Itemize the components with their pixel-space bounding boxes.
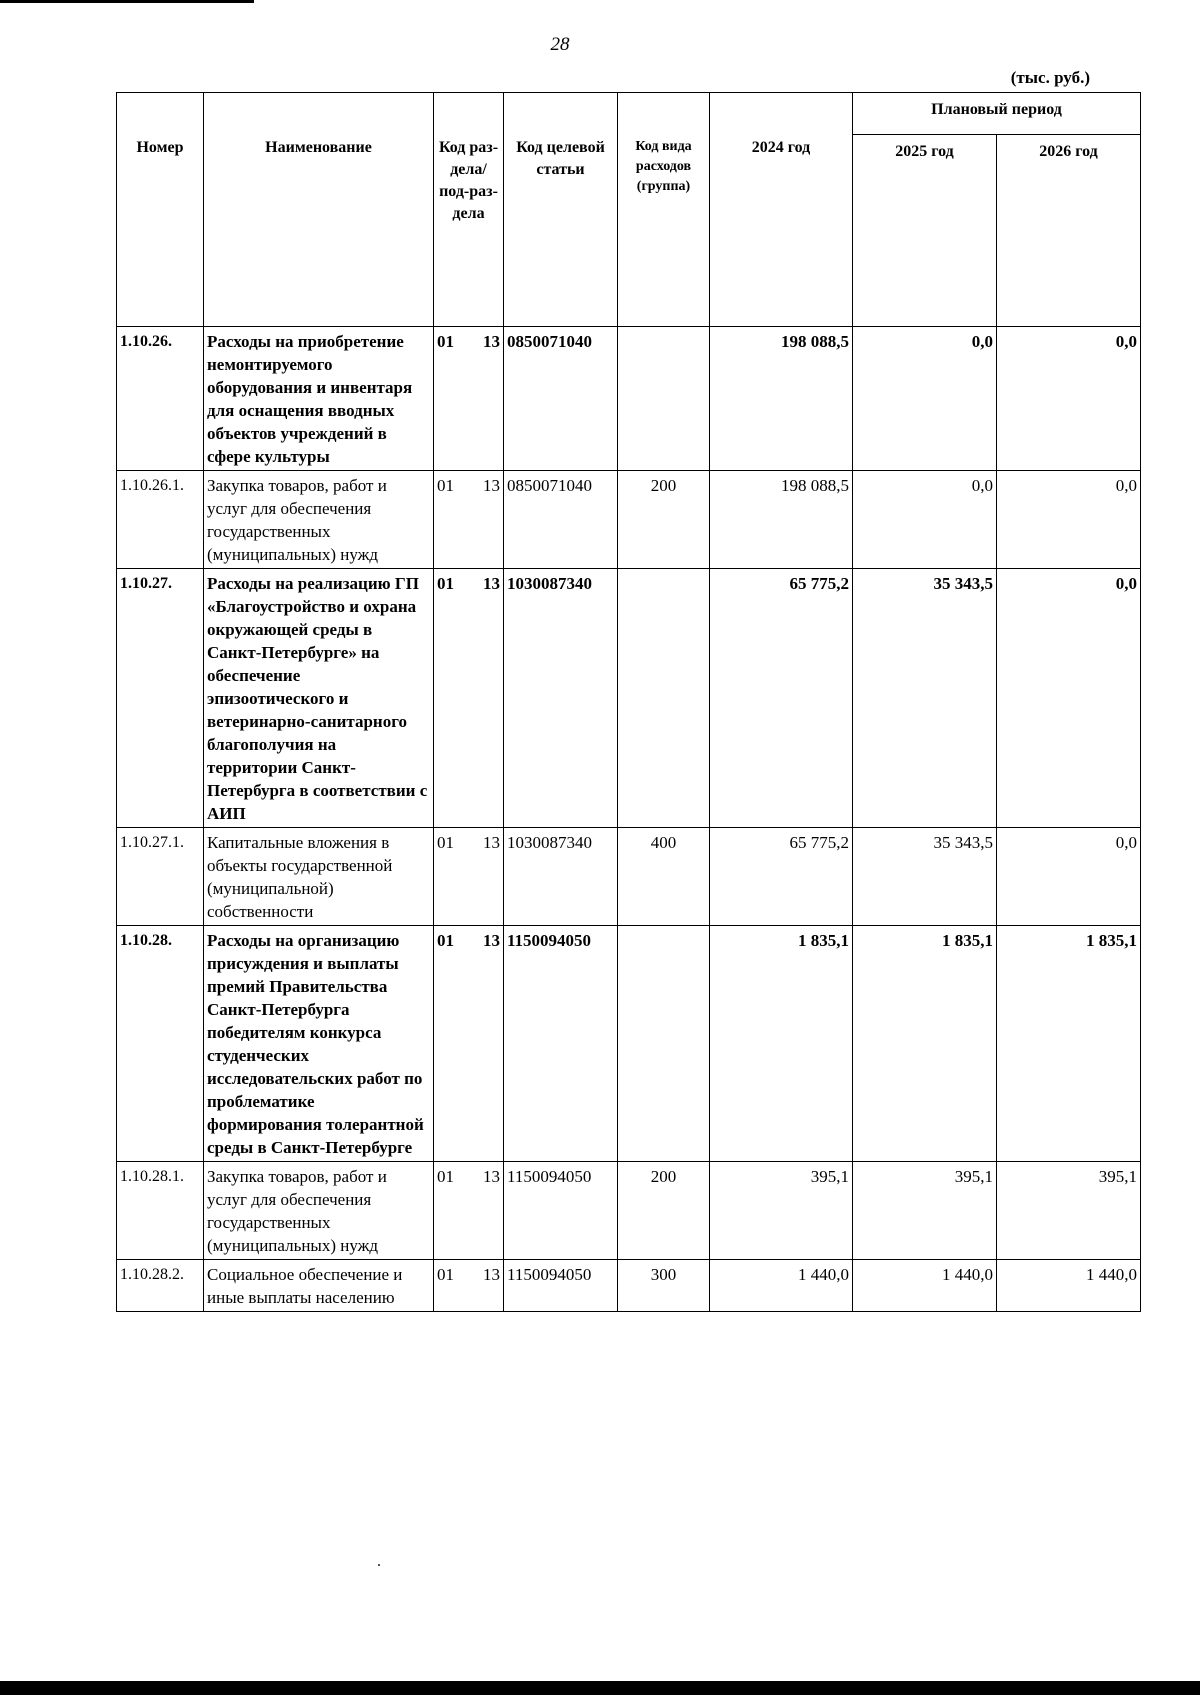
row-amount-2024: 198 088,5 (710, 471, 853, 569)
row-amount-2026: 0,0 (997, 569, 1141, 828)
row-target-code: 0850071040 (504, 471, 618, 569)
row-amount-2026: 0,0 (997, 471, 1141, 569)
row-amount-2025: 35 343,5 (853, 569, 997, 828)
row-section: 01 (437, 833, 454, 852)
row-expense-group (618, 926, 710, 1162)
row-amount-2025: 0,0 (853, 471, 997, 569)
row-number: 1.10.27. (117, 569, 204, 828)
row-expense-group: 200 (618, 1162, 710, 1260)
scan-corner-mark (0, 0, 254, 3)
row-amount-2024: 395,1 (710, 1162, 853, 1260)
row-name: Закупка товаров, работ и услуг для обеспечения государственных (муниципальных) нужд (204, 1162, 434, 1260)
row-number: 1.10.28.2. (117, 1260, 204, 1312)
header-section-code: Код раз-дела/ под-раз-дела (434, 93, 504, 327)
header-name: Наименование (204, 93, 434, 327)
row-name: Расходы на приобретение немонтируемого оборудования и инвентаря для оснащения вводных объектов учреждений в сфере культуры (204, 327, 434, 471)
table-row (117, 1162, 1141, 1260)
row-section-code (434, 1162, 504, 1260)
row-section-code (434, 1260, 504, 1312)
table-row (117, 327, 1141, 471)
row-target-code: 0850071040 (504, 327, 618, 471)
row-target-code: 1150094050 (504, 1162, 618, 1260)
row-number: 1.10.28. (117, 926, 204, 1162)
row-subsection: 13 (483, 332, 500, 351)
row-amount-2024: 65 775,2 (710, 828, 853, 926)
page-number: 28 (550, 34, 570, 55)
table-row (117, 569, 1141, 828)
row-amount-2024: 1 835,1 (710, 926, 853, 1162)
header-2024: 2024 год (710, 93, 853, 327)
row-section: 01 (437, 332, 454, 351)
row-name: Расходы на организацию присуждения и выплаты премий Правительства Санкт-Петербурга победителям конкурса студенческих исследовательских работ по проблематике формирования толерантной среды в Санкт-Петербурге (204, 926, 434, 1162)
table-row (117, 1260, 1141, 1312)
header-row (117, 93, 1141, 135)
row-number: 1.10.26.1. (117, 471, 204, 569)
row-number: 1.10.26. (117, 327, 204, 471)
row-amount-2025: 0,0 (853, 327, 997, 471)
row-target-code: 1150094050 (504, 926, 618, 1162)
row-section-code (434, 828, 504, 926)
row-expense-group: 200 (618, 471, 710, 569)
row-section-code (434, 569, 504, 828)
header-target-code: Код целевой статьи (504, 93, 618, 327)
row-subsection: 13 (483, 476, 500, 495)
row-section-code (434, 926, 504, 1162)
row-amount-2025: 1 440,0 (853, 1260, 997, 1312)
row-subsection: 13 (483, 574, 500, 593)
row-subsection: 13 (483, 1265, 500, 1284)
table-row (117, 926, 1141, 1162)
row-name: Расходы на реализацию ГП «Благоустройство и охрана окружающей среды в Санкт-Петербурге» на обеспечение эпизоотического и ветеринарно-санитарного благополучия на территории Санкт-Петербурга в соответствии с АИП (204, 569, 434, 828)
scan-bottom-bar (0, 1681, 1200, 1695)
units-label: (тыс. руб.) (1010, 68, 1090, 87)
row-target-code: 1030087340 (504, 569, 618, 828)
row-section: 01 (437, 931, 454, 950)
row-target-code: 1030087340 (504, 828, 618, 926)
row-name: Закупка товаров, работ и услуг для обеспечения государственных (муниципальных) нужд (204, 471, 434, 569)
row-target-code: 1150094050 (504, 1260, 618, 1312)
row-expense-group (618, 327, 710, 471)
row-number: 1.10.28.1. (117, 1162, 204, 1260)
header-number: Номер (117, 93, 204, 327)
row-subsection: 13 (483, 1167, 500, 1186)
budget-table (116, 92, 1141, 1312)
row-amount-2026: 1 440,0 (997, 1260, 1141, 1312)
table-row (117, 828, 1141, 926)
header-expense-type: Код вида расходов (группа) (618, 93, 710, 327)
row-section: 01 (437, 1167, 454, 1186)
row-name: Социальное обеспечение и иные выплаты населению (204, 1260, 434, 1312)
header-2025: 2025 год (853, 135, 997, 327)
header-planned-period: Плановый период (853, 93, 1141, 135)
row-section: 01 (437, 476, 454, 495)
table-row (117, 471, 1141, 569)
row-section: 01 (437, 1265, 454, 1284)
row-amount-2025: 35 343,5 (853, 828, 997, 926)
row-amount-2026: 1 835,1 (997, 926, 1141, 1162)
scan-speck (378, 1564, 380, 1566)
row-expense-group (618, 569, 710, 828)
row-section-code (434, 471, 504, 569)
row-section-code (434, 327, 504, 471)
row-section: 01 (437, 574, 454, 593)
row-name: Капитальные вложения в объекты государственной (муниципальной) собственности (204, 828, 434, 926)
row-amount-2026: 0,0 (997, 327, 1141, 471)
row-subsection: 13 (483, 833, 500, 852)
header-2026: 2026 год (997, 135, 1141, 327)
row-amount-2024: 65 775,2 (710, 569, 853, 828)
row-expense-group: 400 (618, 828, 710, 926)
row-amount-2026: 395,1 (997, 1162, 1141, 1260)
row-amount-2025: 395,1 (853, 1162, 997, 1260)
row-number: 1.10.27.1. (117, 828, 204, 926)
row-subsection: 13 (483, 931, 500, 950)
row-amount-2026: 0,0 (997, 828, 1141, 926)
row-amount-2025: 1 835,1 (853, 926, 997, 1162)
row-amount-2024: 1 440,0 (710, 1260, 853, 1312)
row-expense-group: 300 (618, 1260, 710, 1312)
row-amount-2024: 198 088,5 (710, 327, 853, 471)
